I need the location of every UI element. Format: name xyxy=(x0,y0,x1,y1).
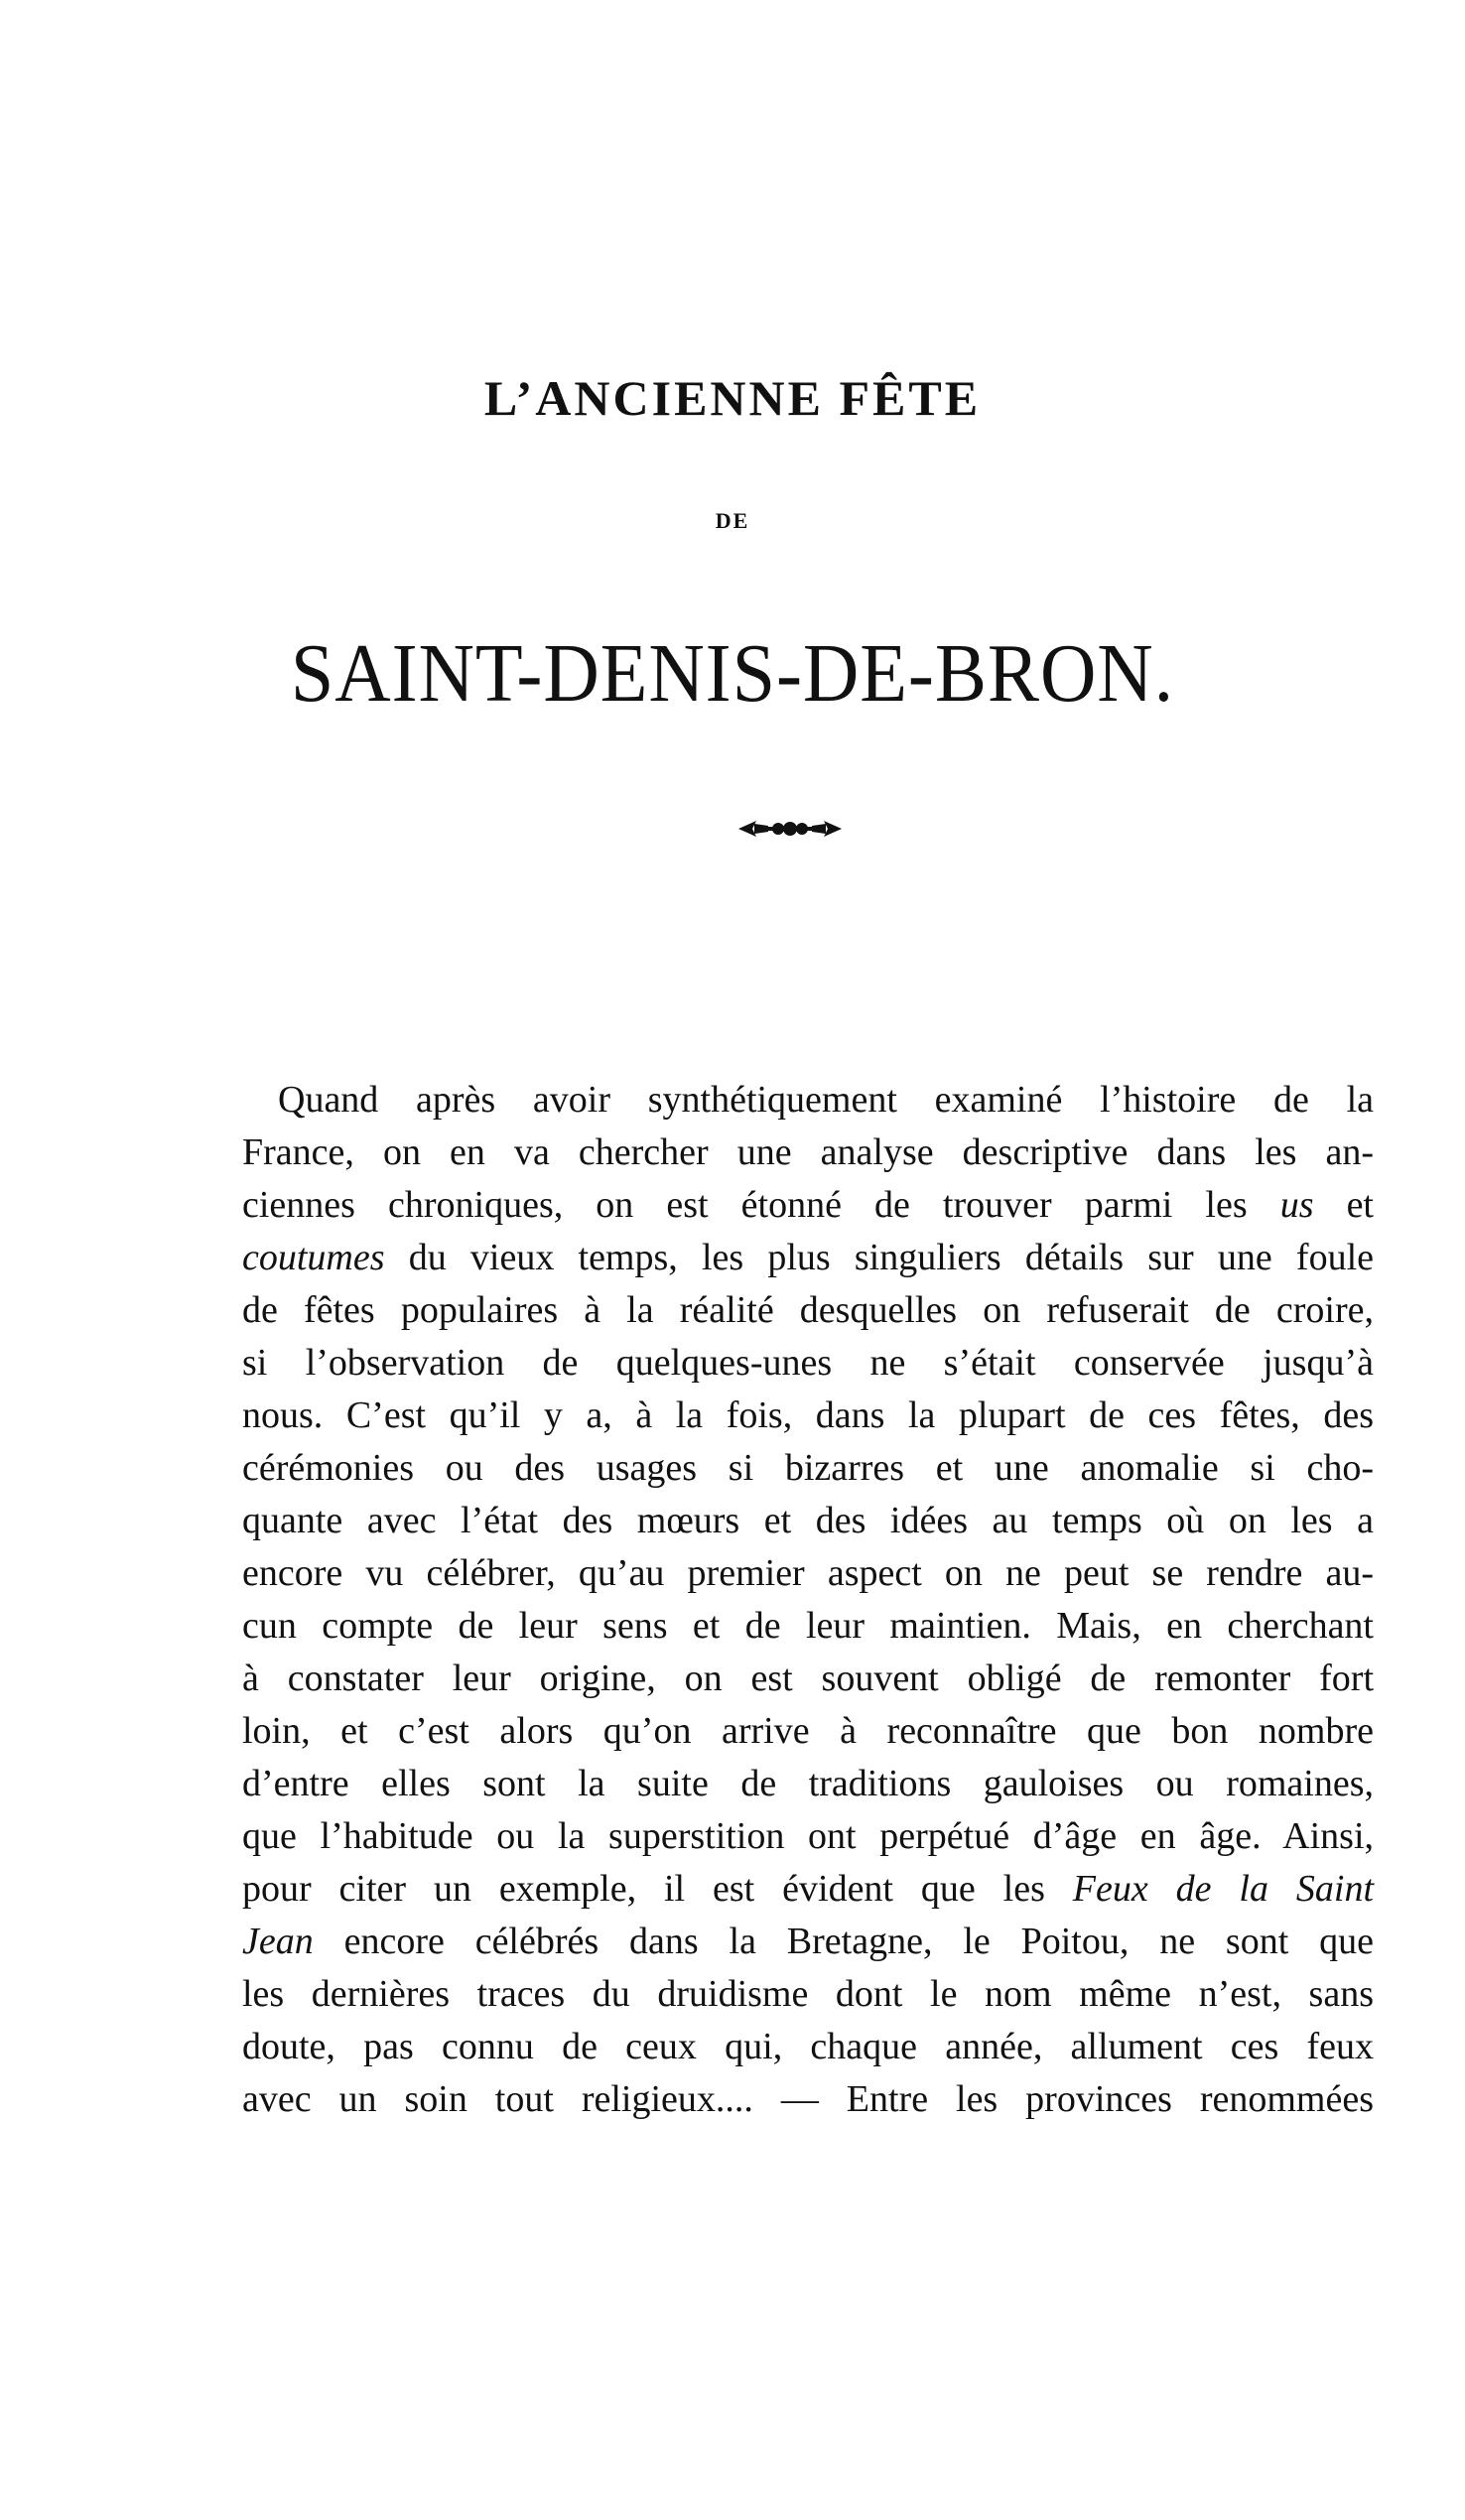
text-run: ciennes chroniques, on est étonné de trouver parmi les xyxy=(242,1184,1280,1226)
text-line xyxy=(242,1863,1374,1916)
text-run: si l’observation de quelques-unes ne s’était conservée jusqu’à xyxy=(242,1342,1374,1384)
italic-text: Jean xyxy=(242,1921,314,1962)
italic-text: Feux de la Saint xyxy=(1072,1868,1375,1910)
text-line xyxy=(242,1495,1374,1547)
text-line xyxy=(242,1653,1374,1705)
italic-text: coutumes xyxy=(242,1237,385,1278)
text-line xyxy=(242,1705,1374,1758)
text-run: d’entre elles sont la suite de traditions gauloises ou romaines, xyxy=(242,1763,1374,1804)
text-line xyxy=(242,1232,1374,1284)
text-line xyxy=(242,1758,1374,1810)
text-run: encore vu célébrer, qu’au premier aspect on ne peut se rendre au- xyxy=(242,1552,1374,1594)
text-run: quante avec l’état des mœurs et des idées au temps où on les a xyxy=(242,1500,1374,1541)
text-run: nous. C’est qu’il y a, à la fois, dans la plupart de ces fêtes, des xyxy=(242,1394,1374,1436)
text-line xyxy=(242,1442,1374,1495)
text-line xyxy=(242,2073,1374,2126)
text-line xyxy=(242,2021,1374,2073)
chapter-title-main: SAINT-DENIS-DE-BRON. xyxy=(290,627,1175,720)
text-line xyxy=(242,1074,1374,1127)
text-run: et xyxy=(1313,1184,1374,1226)
text-run: France, on en va chercher une analyse descriptive dans les an- xyxy=(242,1131,1374,1173)
text-line xyxy=(242,1284,1374,1337)
text-run: cun compte de leur sens et de leur maintien. Mais, en cherchant xyxy=(242,1605,1374,1647)
chapter-title-connector: DE xyxy=(715,508,750,533)
text-line xyxy=(242,1600,1374,1653)
text-run: loin, et c’est alors qu’on arrive à reconnaître que bon nombre xyxy=(242,1710,1374,1752)
chapter-title-line1: L’ANCIENNE FÊTE xyxy=(483,370,982,426)
text-run: les dernières traces du druidisme dont le nom même n’est, sans xyxy=(242,1973,1374,2015)
text-run: à constater leur origine, on est souvent obligé de remonter fort xyxy=(242,1658,1374,1699)
text-line xyxy=(242,1127,1374,1179)
text-run: pour citer un exemple, il est évident que les xyxy=(242,1868,1073,1910)
text-run: que l’habitude ou la superstition ont perpétué d’âge en âge. Ainsi, xyxy=(242,1815,1374,1857)
text-run: encore célébrés dans la Bretagne, le Poitou, ne sont que xyxy=(313,1921,1374,1962)
text-run: de fêtes populaires à la réalité desquelles on refuserait de croire, xyxy=(242,1289,1374,1331)
text-line xyxy=(242,1968,1374,2021)
text-line xyxy=(242,1916,1374,1968)
text-run: avec un soin tout religieux.... — Entre les provinces renommées xyxy=(242,2078,1374,2120)
text-line xyxy=(242,1337,1374,1390)
text-run: cérémonies ou des usages si bizarres et une anomalie si cho- xyxy=(242,1447,1374,1489)
printer-ornament-icon xyxy=(734,812,846,846)
text-run: Quand après avoir synthétiquement examiné l’histoire de la xyxy=(278,1079,1374,1121)
italic-text: us xyxy=(1279,1184,1314,1226)
text-line xyxy=(242,1547,1374,1600)
text-run: du vieux temps, les plus singuliers détails sur une foule xyxy=(384,1237,1374,1278)
text-run: doute, pas connu de ceux qui, chaque année, allument ces feux xyxy=(242,2026,1374,2067)
text-line xyxy=(242,1179,1374,1232)
text-line xyxy=(242,1390,1374,1442)
body-paragraph xyxy=(242,1074,1374,2126)
text-line xyxy=(242,1810,1374,1863)
